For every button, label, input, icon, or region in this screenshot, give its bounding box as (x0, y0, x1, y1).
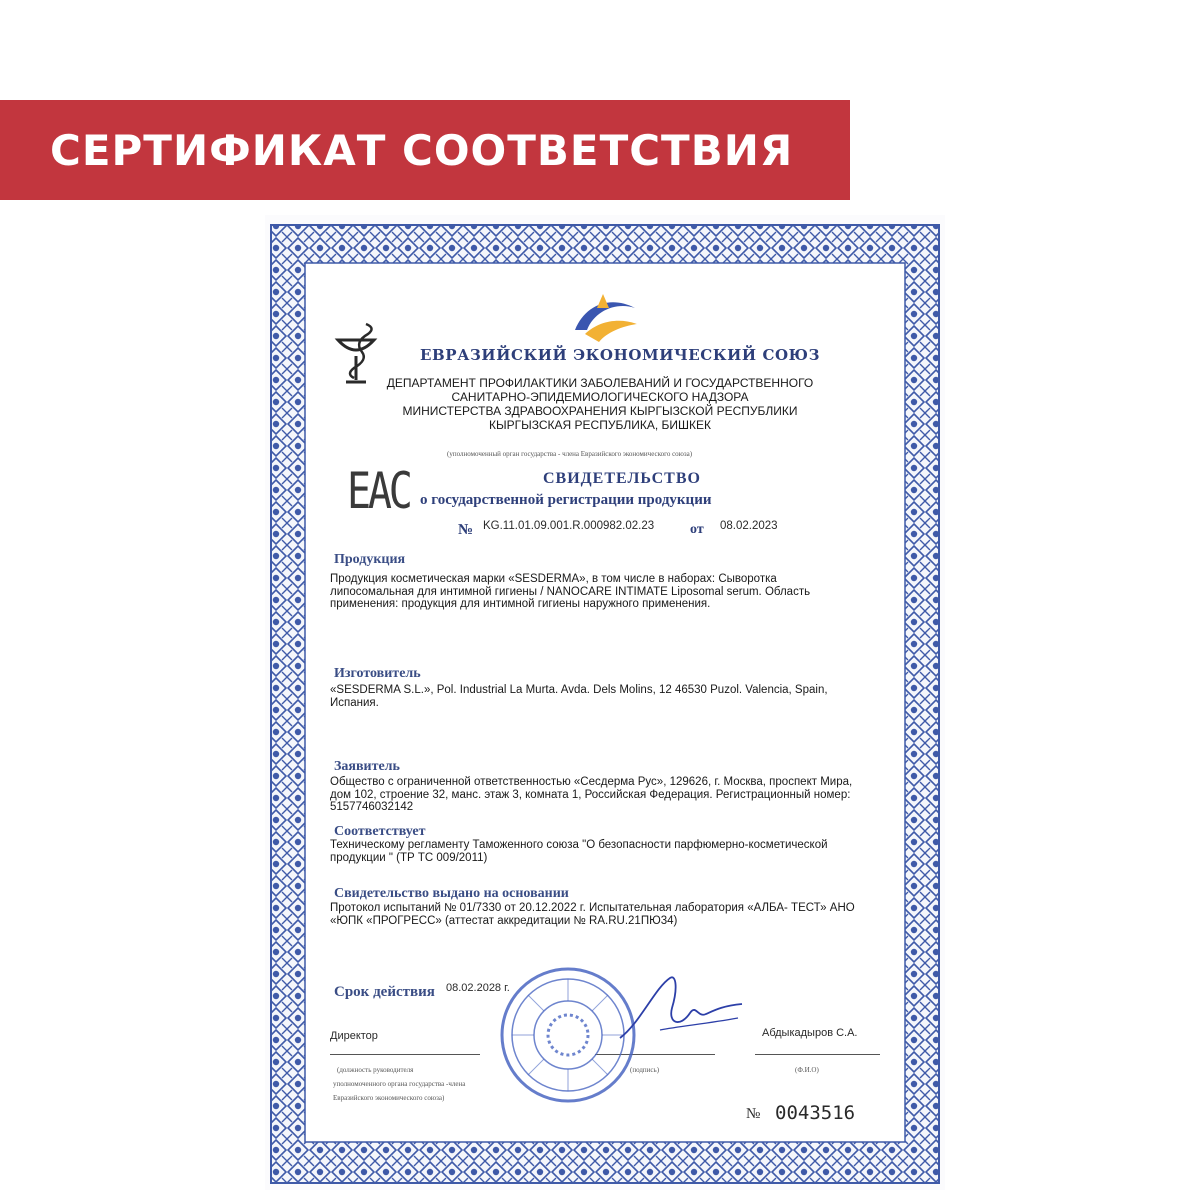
eurasian-union-logo (565, 290, 645, 345)
position-note-line-3: Евразийского экономического союза) (333, 1094, 445, 1102)
conformity-label: Соответствует (334, 824, 426, 839)
director-name: Абдыкадыров С.А. (762, 1027, 858, 1039)
position-note-line-2: уполномоченного органа государства -члена (333, 1080, 466, 1088)
union-name: ЕВРАЗИЙСКИЙ ЭКОНОМИЧЕСКИЙ СОЮЗ (420, 346, 820, 364)
product-text: Продукция косметическая марки «SESDERMA», в том числе в наборах: Сыворотка липосомальная для интимной гигиены / NANOCARE INTIMATE Liposomal serum. Область применения: продукция для интимной гигиены наружного применения. (330, 573, 811, 610)
eac-mark: EAC (347, 462, 410, 520)
number-sign: № (458, 522, 474, 538)
department-line-1: ДЕПАРТАМЕНТ ПРОФИЛАКТИКИ ЗАБОЛЕВАНИЙ И ГОСУДАРСТВЕННОГО (386, 376, 814, 390)
manufacturer-label: Изготовитель (334, 666, 421, 681)
banner-title: СЕРТИФИКАТ СООТВЕТСТВИЯ (50, 126, 794, 175)
manufacturer-text: «SESDERMA S.L.», Pol. Industrial La Murta. Avda. Dels Molins, 12 46530 Puzol. Valencia, Spain, Испания. (330, 684, 828, 709)
validity-label: Срок действия (334, 984, 435, 1000)
certificate-number: KG.11.01.09.001.R.000982.02.23 (483, 520, 655, 532)
department-line-3: МИНИСТЕРСТВА ЗДРАВООХРАНЕНИЯ КЫРГЫЗСКОЙ РЕСПУБЛИКИ (402, 404, 798, 418)
applicant-text: Общество с ограниченной ответственностью «Сесдерма Рус», 129626, г. Москва, проспект Мира, дом 102, строение 32, манс. этаж 3, комната 1, Российская Федерация. Регистрационный номер: 5157746032142 (330, 776, 853, 813)
certificate-subtitle: о государственной регистрации продукции (420, 492, 712, 508)
serial-number: 0043516 (775, 1102, 856, 1124)
product-label: Продукция (334, 552, 406, 567)
handwritten-signature (610, 968, 750, 1048)
signature-note: (подпись) (630, 1066, 660, 1074)
department-line-2: САНИТАРНО-ЭПИДЕМИОЛОГИЧЕСКОГО НАДЗОРА (451, 390, 749, 404)
certificate-date: 08.02.2023 (720, 520, 778, 532)
department-line-4: КЫРГЫЗСКАЯ РЕСПУБЛИКА, БИШКЕК (489, 418, 711, 432)
applicant-label: Заявитель (334, 759, 400, 774)
basis-text: Протокол испытаний № 01/7330 от 20.12.2022 г. Испытательная лаборатория «АЛБА- ТЕСТ» АНО «ЮПК «ПРОГРЕСС» (аттестат аккредитации № RA.RU.21ПЮ34) (330, 902, 855, 927)
certificate-title: СВИДЕТЕЛЬСТВО (543, 470, 701, 487)
serial-sign: № (746, 1106, 761, 1122)
conformity-text: Техническому регламенту Таможенного союза "О безопасности парфюмерно-косметической продукции " (ТР ТС 009/2011) (330, 839, 828, 864)
name-note: (Ф.И.О) (795, 1066, 819, 1074)
date-prefix: от (690, 522, 704, 537)
basis-label: Свидетельство выдано на основании (334, 886, 569, 901)
director-label: Директор (330, 1030, 378, 1042)
position-note-line-1: (должность руководителя (337, 1066, 414, 1074)
position-signature-line (330, 1054, 480, 1055)
validity-date: 08.02.2028 г. (446, 982, 510, 994)
authority-note: (уполномоченный орган государства - члена Евразийского экономического союза) (447, 450, 693, 458)
name-line (755, 1054, 880, 1055)
title-banner (0, 100, 850, 200)
